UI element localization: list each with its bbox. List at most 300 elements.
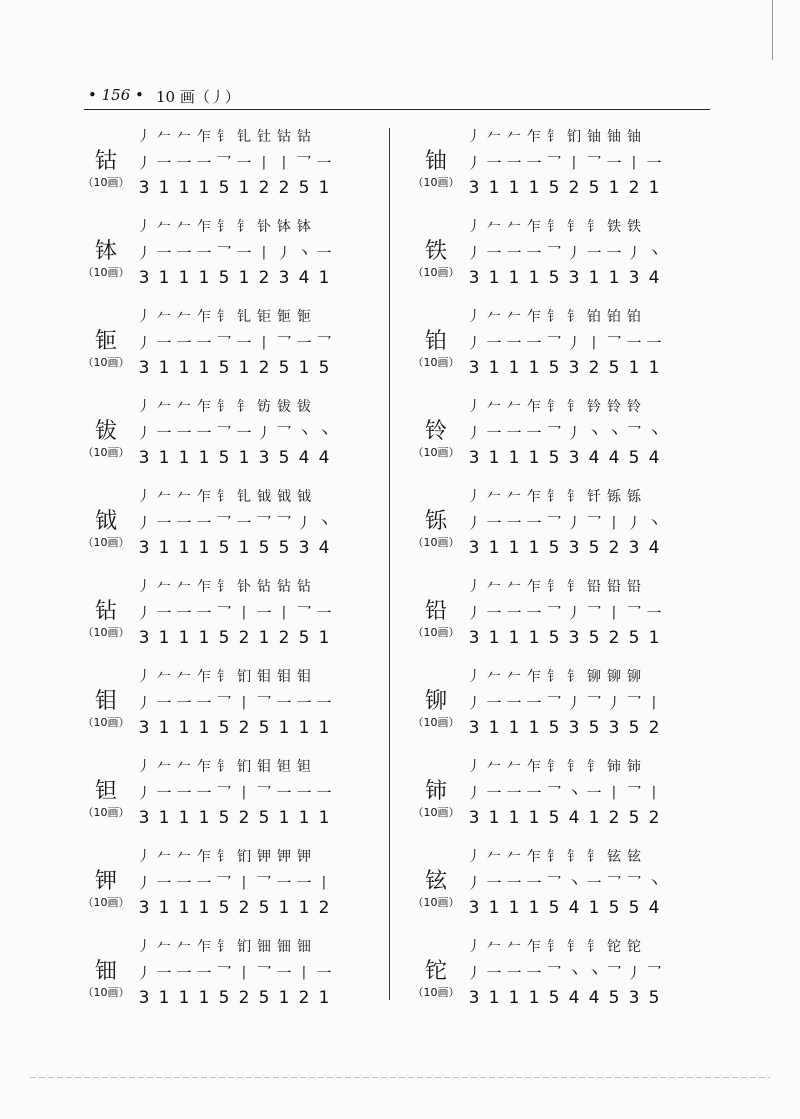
stroke-progression-item: 钺 — [257, 489, 271, 505]
stroke-codes-item: 1 — [178, 358, 190, 378]
stroke-progression-item: 钹 — [297, 399, 311, 415]
stroke-progression-item: 乍 — [527, 129, 541, 145]
stroke-progression-item: 钅 — [547, 939, 561, 955]
stroke-codes-item: 5 — [628, 718, 640, 738]
stroke-progression-item: 钅 — [567, 669, 581, 685]
stroke-shapes-item: 丶 — [566, 874, 582, 892]
character-entry — [78, 302, 378, 392]
stroke-shapes-item: 丿 — [466, 424, 482, 442]
stroke-shapes-item: 一 — [196, 244, 212, 262]
stroke-progression-item: 乍 — [197, 399, 211, 415]
stroke-shapes-item: 一 — [276, 874, 292, 892]
stroke-progression-item: 钅 — [547, 129, 561, 145]
stroke-codes — [134, 898, 334, 918]
stroke-shapes — [464, 872, 664, 893]
stroke-progression-item: 乍 — [197, 939, 211, 955]
stroke-shapes — [464, 602, 664, 623]
stroke-codes — [464, 718, 664, 738]
stroke-shapes-item: 一 — [646, 154, 662, 172]
stroke-codes-item: 3 — [138, 988, 150, 1008]
stroke-codes-item: 1 — [178, 538, 190, 558]
stroke-shapes-item: 丿 — [566, 334, 582, 352]
stroke-codes-item: 5 — [218, 718, 230, 738]
stroke-shapes-item: 一 — [506, 424, 522, 442]
stroke-shapes-item: 一 — [176, 694, 192, 712]
stroke-codes-item: 5 — [258, 808, 270, 828]
stroke-codes-item: 1 — [528, 178, 540, 198]
stroke-shapes-item: 一 — [316, 244, 332, 262]
stroke-progression-item: 𠂉 — [177, 669, 191, 685]
stroke-codes — [464, 628, 664, 648]
stroke-codes-item: 5 — [628, 628, 640, 648]
entry-character: 铃 — [424, 419, 447, 444]
stroke-codes-item: 1 — [528, 358, 540, 378]
section-title: 10 画（丿） — [156, 88, 240, 106]
stroke-codes-item: 1 — [178, 448, 190, 468]
stroke-count-label: （10画） — [82, 716, 130, 729]
stroke-shapes-item: 乛 — [606, 964, 622, 982]
stroke-codes — [134, 628, 334, 648]
stroke-shapes — [134, 152, 334, 173]
stroke-progression-item: 𠂉 — [177, 309, 191, 325]
stroke-codes-item: 2 — [648, 718, 660, 738]
stroke-shapes-item: 一 — [486, 604, 502, 622]
stroke-codes-item: 1 — [318, 628, 330, 648]
stroke-codes-item: 5 — [608, 898, 620, 918]
stroke-shapes-item: 一 — [506, 964, 522, 982]
stroke-progression-item: 钺 — [297, 489, 311, 505]
stroke-shapes-item: 乛 — [216, 694, 232, 712]
stroke-progression-item: 𠂉 — [157, 669, 171, 685]
stroke-codes-item: 3 — [468, 628, 480, 648]
stroke-codes-item: 5 — [648, 988, 660, 1008]
stroke-codes-item: 1 — [528, 718, 540, 738]
stroke-codes-item: 5 — [298, 628, 310, 648]
stroke-progression-item: 钆 — [237, 489, 251, 505]
stroke-progression-item: 𠂉 — [157, 489, 171, 505]
stroke-codes-item: 1 — [508, 178, 520, 198]
stroke-progression-item: 𠂉 — [507, 219, 521, 235]
stroke-progression-item: 乍 — [197, 669, 211, 685]
stroke-shapes-item: 丿 — [466, 514, 482, 532]
stroke-shapes-item: 一 — [316, 604, 332, 622]
stroke-progression-item: 钅 — [217, 129, 231, 145]
stroke-count-label: （10画） — [82, 176, 130, 189]
stroke-shapes-item: 乛 — [626, 784, 642, 802]
stroke-codes-item: 5 — [548, 358, 560, 378]
header-rule — [84, 109, 710, 110]
stroke-codes-item: 1 — [648, 358, 660, 378]
page-number: • 156 • — [88, 86, 144, 104]
stroke-count-label: （10画） — [82, 356, 130, 369]
stroke-shapes — [134, 962, 334, 983]
stroke-shapes-item: 乛 — [296, 604, 312, 622]
stroke-codes — [464, 268, 664, 288]
stroke-progression-item: 钻 — [277, 579, 291, 595]
stroke-progression-item: 钜 — [257, 309, 271, 325]
stroke-shapes-item: 一 — [606, 154, 622, 172]
stroke-progression-item: 𠂉 — [487, 489, 501, 505]
stroke-shapes-item: 一 — [176, 874, 192, 892]
stroke-codes-item: 5 — [548, 448, 560, 468]
stroke-shapes-item: 丿 — [626, 244, 642, 262]
stroke-progression-item: 𠂉 — [177, 849, 191, 865]
stroke-progression-item: 𠂉 — [487, 849, 501, 865]
character-entry — [78, 932, 378, 1022]
stroke-progression-item: 钻 — [297, 579, 311, 595]
column-divider — [389, 128, 390, 1000]
stroke-progression-item: 钾 — [297, 849, 311, 865]
stroke-codes-item: 1 — [488, 988, 500, 1008]
stroke-progression-item: 钆 — [237, 309, 251, 325]
entry-character: 铀 — [424, 149, 447, 174]
stroke-shapes-item: 一 — [526, 244, 542, 262]
stroke-shapes-item: 乛 — [546, 964, 562, 982]
stroke-progression-item: 乍 — [527, 399, 541, 415]
stroke-count-label: （10画） — [82, 986, 130, 999]
stroke-codes-item: 1 — [158, 268, 170, 288]
stroke-shapes-item: 乛 — [546, 244, 562, 262]
stroke-codes-item: 4 — [318, 538, 330, 558]
stroke-shapes-item: 丨 — [606, 604, 622, 622]
stroke-shapes-item: 一 — [506, 514, 522, 532]
stroke-codes-item: 1 — [238, 358, 250, 378]
stroke-shapes-item: 丿 — [466, 604, 482, 622]
character-entry — [78, 122, 378, 212]
entry-character: 钹 — [94, 419, 117, 444]
stroke-codes-item: 1 — [648, 628, 660, 648]
stroke-shapes-item: 乛 — [546, 874, 562, 892]
stroke-shapes-item: 一 — [506, 154, 522, 172]
stroke-progression-item: 𠂉 — [157, 939, 171, 955]
stroke-codes-item: 2 — [278, 178, 290, 198]
stroke-progression-item: 铈 — [607, 759, 621, 775]
stroke-codes-item: 4 — [648, 448, 660, 468]
stroke-shapes-item: 丨 — [586, 334, 602, 352]
stroke-progression-item: 铃 — [627, 399, 641, 415]
stroke-shapes-item: 丶 — [606, 424, 622, 442]
stroke-codes-item: 2 — [238, 808, 250, 828]
stroke-shapes-item: 丿 — [626, 514, 642, 532]
stroke-progression-item: 钅 — [547, 309, 561, 325]
stroke-progression-item: 𠂉 — [177, 489, 191, 505]
stroke-shapes-item: 丨 — [646, 784, 662, 802]
stroke-shapes-item: 一 — [156, 784, 172, 802]
stroke-shapes-item: 一 — [296, 694, 312, 712]
stroke-progression-item: 钺 — [277, 489, 291, 505]
stroke-progression-item: 丿 — [137, 219, 151, 235]
stroke-shapes-item: 丶 — [586, 424, 602, 442]
stroke-codes-item: 2 — [588, 358, 600, 378]
stroke-shapes-item: 乛 — [546, 694, 562, 712]
stroke-shapes — [464, 692, 664, 713]
stroke-progression-item: 丿 — [467, 309, 481, 325]
stroke-codes — [464, 898, 664, 918]
stroke-progression-item: 𠂉 — [487, 129, 501, 145]
stroke-count-label: （10画） — [82, 626, 130, 639]
character-entry — [78, 842, 378, 932]
stroke-codes-item: 3 — [568, 718, 580, 738]
stroke-shapes-item: 一 — [526, 604, 542, 622]
stroke-codes-item: 1 — [488, 628, 500, 648]
stroke-codes — [134, 538, 334, 558]
stroke-codes-item: 5 — [258, 988, 270, 1008]
stroke-progression-item: 𠂉 — [177, 939, 191, 955]
stroke-codes-item: 3 — [138, 538, 150, 558]
stroke-codes-item: 1 — [528, 448, 540, 468]
stroke-progression-item: 钼 — [257, 759, 271, 775]
stroke-shapes-item: 一 — [626, 334, 642, 352]
stroke-count-label: （10画） — [412, 266, 460, 279]
stroke-shapes-item: 丿 — [136, 604, 152, 622]
stroke-shapes-item: 乛 — [586, 154, 602, 172]
stroke-codes-item: 1 — [508, 268, 520, 288]
stroke-progression-item: 钔 — [237, 849, 251, 865]
stroke-progression-item: 丿 — [467, 579, 481, 595]
stroke-codes-item: 1 — [508, 988, 520, 1008]
stroke-codes-item: 1 — [178, 178, 190, 198]
stroke-progression-item: 钆 — [237, 129, 251, 145]
stroke-codes-item: 1 — [238, 538, 250, 558]
stroke-progression-item: 𠂉 — [507, 579, 521, 595]
stroke-codes-item: 1 — [298, 358, 310, 378]
stroke-progression-item: 钅 — [547, 219, 561, 235]
stroke-shapes-item: 一 — [486, 424, 502, 442]
stroke-codes-item: 5 — [548, 898, 560, 918]
stroke-codes-item: 4 — [568, 988, 580, 1008]
stroke-progression-item: 乍 — [527, 849, 541, 865]
stroke-progression-item: 铀 — [627, 129, 641, 145]
stroke-codes-item: 1 — [198, 538, 210, 558]
stroke-progression-item: 铈 — [627, 759, 641, 775]
stroke-shapes — [134, 692, 334, 713]
character-entry — [408, 302, 708, 392]
stroke-shapes-item: 一 — [176, 244, 192, 262]
stroke-shapes — [134, 602, 334, 623]
stroke-codes-item: 1 — [158, 178, 170, 198]
stroke-codes-item: 1 — [158, 538, 170, 558]
stroke-codes-item: 1 — [508, 718, 520, 738]
stroke-shapes-item: 一 — [526, 694, 542, 712]
stroke-codes-item: 1 — [528, 268, 540, 288]
stroke-progression — [134, 396, 314, 416]
stroke-progression-item: 钅 — [217, 399, 231, 415]
stroke-progression — [464, 306, 644, 326]
stroke-count-label: （10画） — [412, 986, 460, 999]
stroke-shapes-item: 丿 — [626, 964, 642, 982]
stroke-shapes-item: 一 — [296, 334, 312, 352]
stroke-progression-item: 铀 — [607, 129, 621, 145]
stroke-shapes-item: 丨 — [276, 154, 292, 172]
stroke-codes-item: 1 — [608, 178, 620, 198]
stroke-shapes-item: 一 — [296, 874, 312, 892]
stroke-progression-item: 𠂉 — [177, 129, 191, 145]
stroke-shapes-item: 丨 — [236, 784, 252, 802]
stroke-progression-item: 丿 — [467, 759, 481, 775]
stroke-codes-item: 3 — [468, 178, 480, 198]
stroke-progression-item: 𠂉 — [157, 129, 171, 145]
stroke-codes-item: 3 — [138, 808, 150, 828]
stroke-codes — [464, 178, 664, 198]
stroke-shapes-item: 乛 — [216, 424, 232, 442]
stroke-shapes-item: 丿 — [466, 244, 482, 262]
stroke-shapes-item: 乛 — [256, 784, 272, 802]
stroke-shapes-item: 乛 — [626, 694, 642, 712]
stroke-shapes-item: 丿 — [466, 334, 482, 352]
stroke-shapes-item: 丶 — [646, 244, 662, 262]
stroke-shapes-item: 丿 — [276, 244, 292, 262]
stroke-progression-item: 𠂉 — [177, 759, 191, 775]
stroke-shapes-item: 一 — [586, 784, 602, 802]
stroke-codes-item: 1 — [158, 718, 170, 738]
character-entry — [408, 482, 708, 572]
stroke-progression-item: 钎 — [587, 489, 601, 505]
stroke-codes-item: 5 — [608, 358, 620, 378]
stroke-codes-item: 1 — [158, 628, 170, 648]
stroke-codes-item: 5 — [628, 808, 640, 828]
stroke-codes-item: 3 — [138, 178, 150, 198]
stroke-progression-item: 钅 — [587, 939, 601, 955]
entry-character: 钾 — [94, 869, 117, 894]
stroke-shapes — [464, 962, 664, 983]
stroke-progression-item: 丿 — [137, 399, 151, 415]
stroke-progression-item: 钫 — [257, 399, 271, 415]
stroke-codes-item: 2 — [238, 718, 250, 738]
stroke-progression-item: 钅 — [567, 579, 581, 595]
stroke-codes-item: 1 — [178, 898, 190, 918]
stroke-codes-item: 1 — [158, 808, 170, 828]
stroke-shapes-item: 丶 — [296, 424, 312, 442]
stroke-count-label: （10画） — [412, 536, 460, 549]
stroke-shapes-item: 一 — [646, 604, 662, 622]
stroke-shapes-item: 一 — [236, 154, 252, 172]
stroke-codes-item: 1 — [198, 178, 210, 198]
stroke-shapes-item: 一 — [606, 244, 622, 262]
stroke-shapes-item: 一 — [486, 244, 502, 262]
stroke-progression — [134, 306, 314, 326]
stroke-shapes-item: 丨 — [606, 514, 622, 532]
stroke-codes-item: 3 — [568, 538, 580, 558]
stroke-shapes-item: 一 — [156, 154, 172, 172]
stroke-codes-item: 1 — [528, 898, 540, 918]
stroke-codes-item: 1 — [318, 988, 330, 1008]
stroke-progression-item: 钅 — [217, 309, 231, 325]
stroke-codes-item: 1 — [488, 178, 500, 198]
stroke-shapes-item: 一 — [196, 154, 212, 172]
stroke-shapes-item: 丨 — [236, 694, 252, 712]
stroke-shapes-item: 一 — [486, 154, 502, 172]
stroke-progression-item: 钋 — [237, 579, 251, 595]
stroke-count-label: （10画） — [412, 176, 460, 189]
stroke-progression-item: 𠂉 — [487, 939, 501, 955]
stroke-codes-item: 5 — [218, 898, 230, 918]
stroke-shapes-item: 一 — [156, 694, 172, 712]
stroke-codes-item: 3 — [468, 538, 480, 558]
stroke-progression-item: 乍 — [197, 309, 211, 325]
stroke-progression-item: 乍 — [197, 489, 211, 505]
stroke-codes-item: 1 — [488, 448, 500, 468]
stroke-progression-item: 𠂉 — [177, 579, 191, 595]
stroke-progression — [464, 936, 644, 956]
stroke-codes-item: 1 — [508, 448, 520, 468]
stroke-codes-item: 4 — [318, 448, 330, 468]
stroke-shapes-item: 一 — [156, 514, 172, 532]
stroke-shapes-item: 一 — [156, 424, 172, 442]
stroke-codes — [134, 178, 334, 198]
stroke-shapes-item: 一 — [196, 694, 212, 712]
stroke-progression-item: 钿 — [257, 939, 271, 955]
stroke-codes-item: 2 — [608, 628, 620, 648]
stroke-progression-item: 𠂉 — [507, 129, 521, 145]
stroke-progression-item: 钼 — [277, 669, 291, 685]
stroke-progression-item: 钅 — [547, 579, 561, 595]
stroke-codes-item: 1 — [198, 358, 210, 378]
stroke-codes-item: 1 — [318, 718, 330, 738]
stroke-shapes-item: 丿 — [466, 154, 482, 172]
stroke-codes-item: 1 — [488, 808, 500, 828]
stroke-shapes-item: 丨 — [236, 964, 252, 982]
stroke-shapes-item: 丿 — [136, 784, 152, 802]
stroke-progression-item: 铄 — [607, 489, 621, 505]
stroke-progression-item: 钅 — [217, 669, 231, 685]
stroke-progression-item: 𠂉 — [157, 219, 171, 235]
stroke-codes-item: 1 — [318, 808, 330, 828]
stroke-codes-item: 1 — [238, 178, 250, 198]
stroke-shapes-item: 乛 — [546, 424, 562, 442]
stroke-codes-item: 5 — [218, 808, 230, 828]
stroke-progression — [134, 216, 314, 236]
entry-character: 铈 — [424, 779, 447, 804]
stroke-count-label: （10画） — [82, 266, 130, 279]
stroke-shapes-item: 丨 — [236, 604, 252, 622]
stroke-shapes-item: 一 — [236, 244, 252, 262]
stroke-progression-item: 丿 — [467, 219, 481, 235]
stroke-progression-item: 铂 — [607, 309, 621, 325]
stroke-codes-item: 1 — [528, 808, 540, 828]
stroke-progression-item: 𠂉 — [157, 759, 171, 775]
stroke-shapes-item: 丶 — [296, 244, 312, 262]
stroke-codes-item: 5 — [588, 178, 600, 198]
stroke-codes-item: 4 — [568, 898, 580, 918]
stroke-codes-item: 1 — [278, 718, 290, 738]
stroke-codes-item: 5 — [218, 988, 230, 1008]
stroke-codes-item: 1 — [318, 178, 330, 198]
stroke-codes-item: 4 — [648, 268, 660, 288]
stroke-count-label: （10画） — [412, 896, 460, 909]
stroke-progression-item: 钅 — [587, 219, 601, 235]
stroke-codes-item: 1 — [508, 358, 520, 378]
stroke-codes-item: 5 — [608, 988, 620, 1008]
stroke-progression-item: 钽 — [277, 759, 291, 775]
stroke-codes-item: 5 — [218, 358, 230, 378]
entry-character: 铁 — [424, 239, 447, 264]
character-entry — [408, 662, 708, 752]
stroke-codes-item: 1 — [198, 268, 210, 288]
stroke-progression — [464, 216, 644, 236]
stroke-codes-item: 2 — [238, 898, 250, 918]
stroke-shapes-item: 丨 — [566, 154, 582, 172]
stroke-progression-item: 铁 — [607, 219, 621, 235]
stroke-shapes-item: 一 — [276, 694, 292, 712]
stroke-progression-item: 丿 — [137, 129, 151, 145]
stroke-shapes — [464, 512, 664, 533]
stroke-codes-item: 1 — [158, 448, 170, 468]
stroke-codes-item: 1 — [158, 358, 170, 378]
stroke-shapes-item: 丶 — [646, 424, 662, 442]
stroke-progression-item: 铉 — [627, 849, 641, 865]
stroke-codes-item: 5 — [218, 268, 230, 288]
stroke-progression-item: 钅 — [217, 759, 231, 775]
